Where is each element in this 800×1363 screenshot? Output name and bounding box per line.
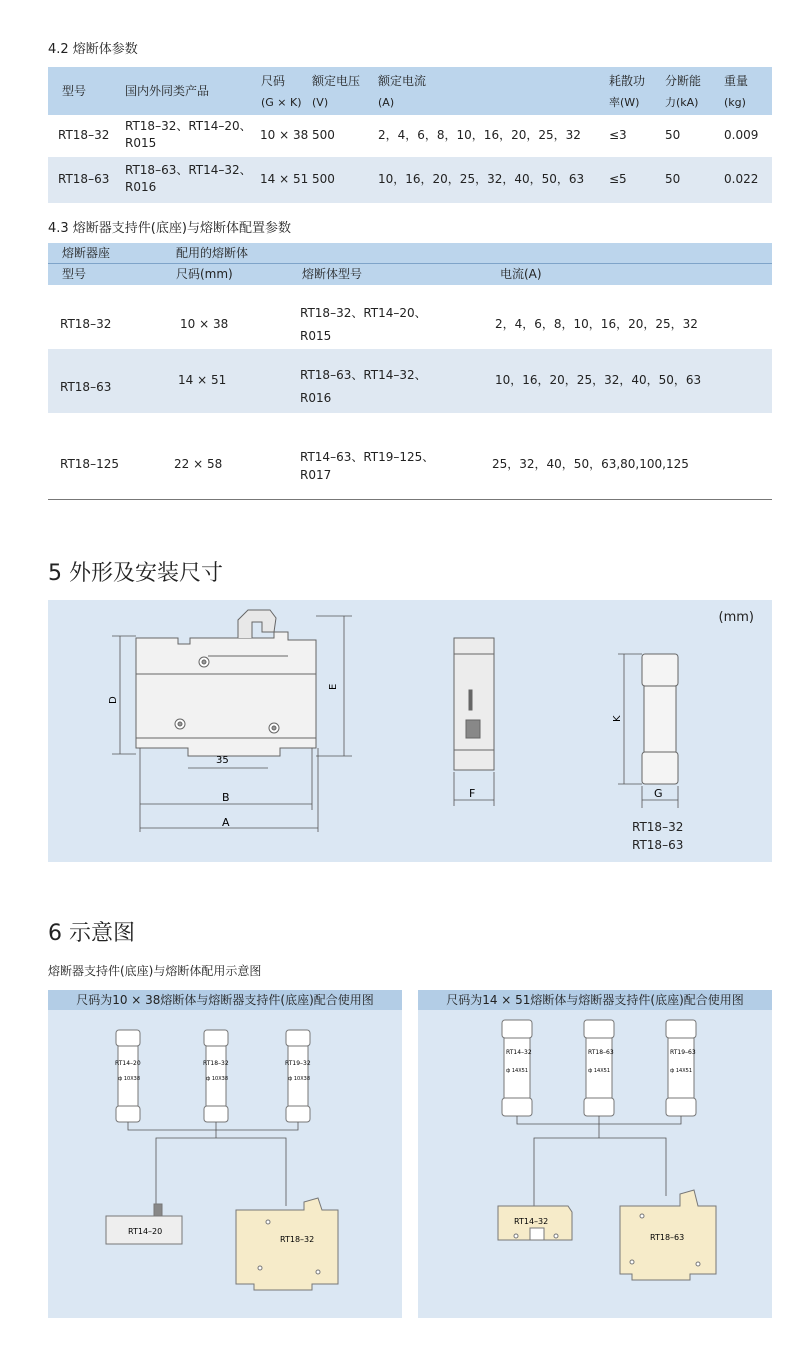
header-size: 尺码(mm) [176,267,233,281]
section-5-title: 5 外形及安装尺寸 [48,561,223,586]
table-row [48,349,772,413]
holder-side-view [454,638,494,770]
section-6-subtitle: 熔断器支持件(底座)与熔断体配用示意图 [48,964,262,978]
cell-similar-2: R015 [125,136,157,150]
cell-fuse-2: R017 [300,468,332,482]
fuse-size: ф 14X51 [506,1068,529,1074]
cell-holder: RT18–63 [60,380,112,394]
cell-similar: RT18–63、RT14–32、 [125,163,252,177]
header-current-unit: (A) [378,96,395,109]
cell-size: 22 × 58 [174,457,223,471]
cell-similar-2: R016 [125,180,157,194]
fuse-size: ф 14X51 [588,1068,611,1074]
header-voltage-unit: (V) [312,96,329,109]
cell-size: 14 × 51 [260,172,309,186]
cell-fuse: RT18–32、RT14–20、 [300,306,427,320]
table-subheader [48,263,772,286]
header-model: 型号 [62,84,87,98]
base-rt18-32-label: RT18–32 [280,1235,315,1244]
fuse-size: ф 14X51 [670,1068,693,1074]
table-row [48,115,772,157]
cell-current: 25，32，40，50，63,80,100,125 [492,457,689,471]
cell-fuse: RT14–63、RT19–125、 [300,450,435,464]
cell-voltage: 500 [312,172,335,186]
cell-holder: RT18–32 [60,317,112,331]
section-4-2-title: 4.2 熔断体参数 [48,42,138,57]
connector-lines [517,1116,681,1206]
table-row [48,157,772,203]
header-voltage: 额定电压 [312,74,361,88]
fuse-size: ф 10X38 [288,1076,311,1082]
header-power-unit: 率(W) [609,96,640,109]
cell-voltage: 500 [312,128,335,142]
cell-breaking: 50 [665,128,681,142]
cell-current: 10，16，20，25，32，40，50，63 [495,373,702,387]
table-header [48,243,772,263]
section-4-3-title: 4.3 熔断器支持件(底座)与熔断体配置参数 [48,221,291,236]
cell-model: RT18–32 [58,128,110,142]
section-6-title: 6 示意图 [48,921,135,946]
table-header [48,67,772,115]
cell-size: 10 × 38 [260,128,309,142]
cell-fuse-2: R016 [300,391,332,405]
dim-D: D [108,696,119,704]
dim-K: K [612,715,623,722]
base-rt18-63-label: RT18–63 [650,1233,685,1242]
unit-label: (mm) [718,610,754,625]
dim-E: E [328,683,339,690]
diagram-panel-14x51 [418,990,772,1318]
header-current: 电流(A) [500,267,542,281]
dim-35: 35 [216,755,229,766]
fuse-size: ф 10X38 [118,1076,141,1082]
fuse-model-2: RT18–63 [632,838,684,852]
table-row [48,285,772,349]
header-holder: 熔断器座 [62,246,111,260]
fuse-outline [642,654,678,784]
header-similar: 国内外同类产品 [125,84,210,98]
cell-size: 10 × 38 [180,317,229,331]
dim-B: B [222,791,230,804]
base-rt14-20-label: RT14–20 [128,1227,163,1236]
header-fuse-group: 配用的熔断体 [176,246,249,260]
dim-F: F [469,787,476,800]
fuse-name: RT19–63 [670,1049,696,1056]
diagram-panel-10x38 [48,990,402,1318]
cell-model: RT18–63 [58,172,110,186]
cell-weight: 0.009 [724,128,759,142]
cell-current: 2，4，6，8，10，16，20，25，32 [378,128,581,142]
dim-G: G [654,787,663,800]
cell-similar: RT18–32、RT14–20、 [125,119,252,133]
fuse-model-1: RT18–32 [632,820,684,834]
header-power: 耗散功 [609,74,646,88]
panel-title: 尺码为10 × 38熔断体与熔断器支持件(底座)配合使用图 [48,990,402,1010]
cell-current: 10，16，20，25，32，40，50，63 [378,172,585,186]
connector-lines [128,1122,298,1206]
header-fuse-model: 熔断体型号 [302,267,363,281]
panel-title: 尺码为14 × 51熔断体与熔断器支持件(底座)配合使用图 [418,990,772,1010]
cell-size: 14 × 51 [178,373,227,387]
fuse-name: RT14–20 [115,1060,141,1067]
base-rt14-20 [106,1204,182,1244]
fuse-name: RT14–32 [506,1049,532,1056]
table-row [48,413,772,500]
base-rt18-32 [236,1198,338,1290]
header-current: 额定电流 [378,74,427,88]
cell-weight: 0.022 [724,172,759,186]
base-rt14-32-label: RT14–32 [514,1217,549,1226]
cell-holder: RT18–125 [60,457,119,471]
header-size-unit: (G × K) [261,96,302,109]
header-size: 尺码 [261,74,286,88]
header-breaking: 分断能 [665,74,702,88]
holder-outline [136,610,316,756]
cell-fuse-2: R015 [300,329,332,343]
header-weight: 重量 [724,74,749,88]
cell-breaking: 50 [665,172,681,186]
cell-power: ≤3 [609,128,627,142]
cell-power: ≤5 [609,172,627,186]
dim-A: A [222,816,230,829]
fuse-name: RT19–32 [285,1060,311,1067]
header-breaking-unit: 力(kA) [665,96,699,109]
dimensions-panel [48,600,772,862]
fuse-size: ф 10X38 [206,1076,229,1082]
fuse-name: RT18–63 [588,1049,614,1056]
assembly-diagram-left [48,1010,402,1318]
header-weight-unit: (kg) [724,96,746,109]
assembly-diagram-right [418,1010,772,1318]
cell-fuse: RT18–63、RT14–32、 [300,368,427,382]
fuse-name: RT18–32 [203,1060,229,1067]
cell-current: 2，4，6，8，10，16，20，25，32 [495,317,698,331]
header-holder-model: 型号 [62,267,87,281]
